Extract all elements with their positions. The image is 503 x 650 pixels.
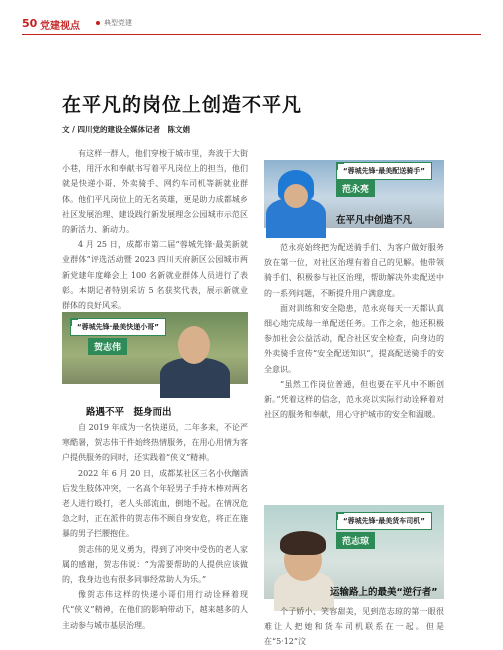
paragraph: 贺志伟的见义勇为，得到了冲突中受伤的老人家属的感谢，贺志伟说：“为需要帮助的人提供应该做的，我身边也有很多同事经常助人为乐。”: [62, 544, 248, 585]
he-zhiwei-story: [62, 420, 248, 630]
profile-caption: 在平凡中创造不凡: [336, 215, 413, 226]
article-title: 在平凡的岗位上创造不平凡: [62, 94, 303, 116]
fan-yongliang-story: [264, 240, 444, 516]
paragraph: 面对训练和安全隐患，范永亮每天一天都认真细心地完成每一单配送任务。工作之余，他还积极参加社会公益活动，配合社区安全检查，向身边的外卖骑手宣传“安全配送知识”，提高配送骑手的安全意识。: [264, 303, 444, 374]
award-tag: “蓉城先锋·最美快递小哥”: [70, 318, 166, 336]
page-number: 50: [22, 17, 38, 30]
bullet-dot: [96, 21, 100, 25]
paragraph: 像贺志伟这样的快递小哥们用行动诠释着现代“侠义”精神，在他们的影响带动下，越来越多的人主动参与城市基层治理。: [62, 590, 248, 630]
award-tag: “蓉城先锋·最美配送骑手”: [336, 162, 432, 180]
profile-name: 范永亮: [336, 180, 375, 197]
paragraph: 2022 年 6 月 20 日，成都某社区三名小伙酗酒后发生肢体冲突，一名高个年轻男子手持木棒对两名老人进行殴打，老人头部流血，倒地不起。在情况危急之时，正在派件的贺志伟不顾自身安危，将正在施暴的男子拦腰抱住。: [62, 468, 248, 539]
paragraph: 个子娇小、笑容甜美，见到范志琼的第一眼很难让人把她和货车司机联系在一起。但是在“5·12”汶: [264, 607, 444, 647]
profile-caption: 运输路上的最美“逆行者”: [330, 587, 438, 598]
section-title: 党建视点: [40, 21, 80, 32]
article-byline: 文 / 四川党的建设全媒体记者 陈文娟: [62, 125, 190, 134]
paragraph: 4 月 25 日，成都市第二届“蓉城先锋·最美新就业群体”评选活动暨 2023 四川天府新区公园城市两新党建年度峰会上 100 名新就业群体人员进行了表彰。本期记者特别采访 5 名获奖代表，展示新就业群体的良好风采。: [62, 240, 248, 311]
profile-name: 范志琼: [336, 532, 375, 549]
profile-name: 贺志伟: [88, 338, 127, 355]
page-header: [22, 12, 481, 34]
award-tag: “蓉城先锋·最美货车司机”: [336, 512, 432, 530]
fan-zhiqiong-story: [264, 604, 444, 647]
header-rule: [22, 34, 481, 35]
paragraph: 自 2019 年成为一名快递员，二年多来，不论严寒酷暑，贺志伟干件始终热情服务，在用心用情为客户提供服务的同时，还实践着“侠义”精神。: [62, 423, 248, 463]
paragraph: 范永亮始终把为配送骑手们、为客户做好服务放在第一位，对社区治理有着自己的见解。他带领骑手们、积极参与社区治理，帮助解决外卖配送中的一系列问题，不断提升用户满意度。: [264, 243, 444, 298]
paragraph: 有这样一群人，他们穿梭于城市里，奔波于大街小巷，用汗水和奉献书写着平凡岗位上的担当，他们就是快递小哥、外卖骑手、网约车司机等新就业群体。他们平凡岗位上的无名英雄，更是助力成都城乡社区发展治理、建设践行新发展理念公园城市示范区的新活力、新动力。: [62, 149, 248, 235]
paragraph: “虽然工作岗位普通，但也要在平凡中不断创新。”凭着这样的信念，范永亮以实际行动诠释着对社区的服务和奉献，用心守护城市的安全和温暖。: [264, 379, 444, 420]
intro-column: [62, 146, 248, 311]
subsection-title: 典型党建: [104, 19, 132, 27]
profile-caption: 路遇不平 挺身而出: [86, 407, 172, 418]
